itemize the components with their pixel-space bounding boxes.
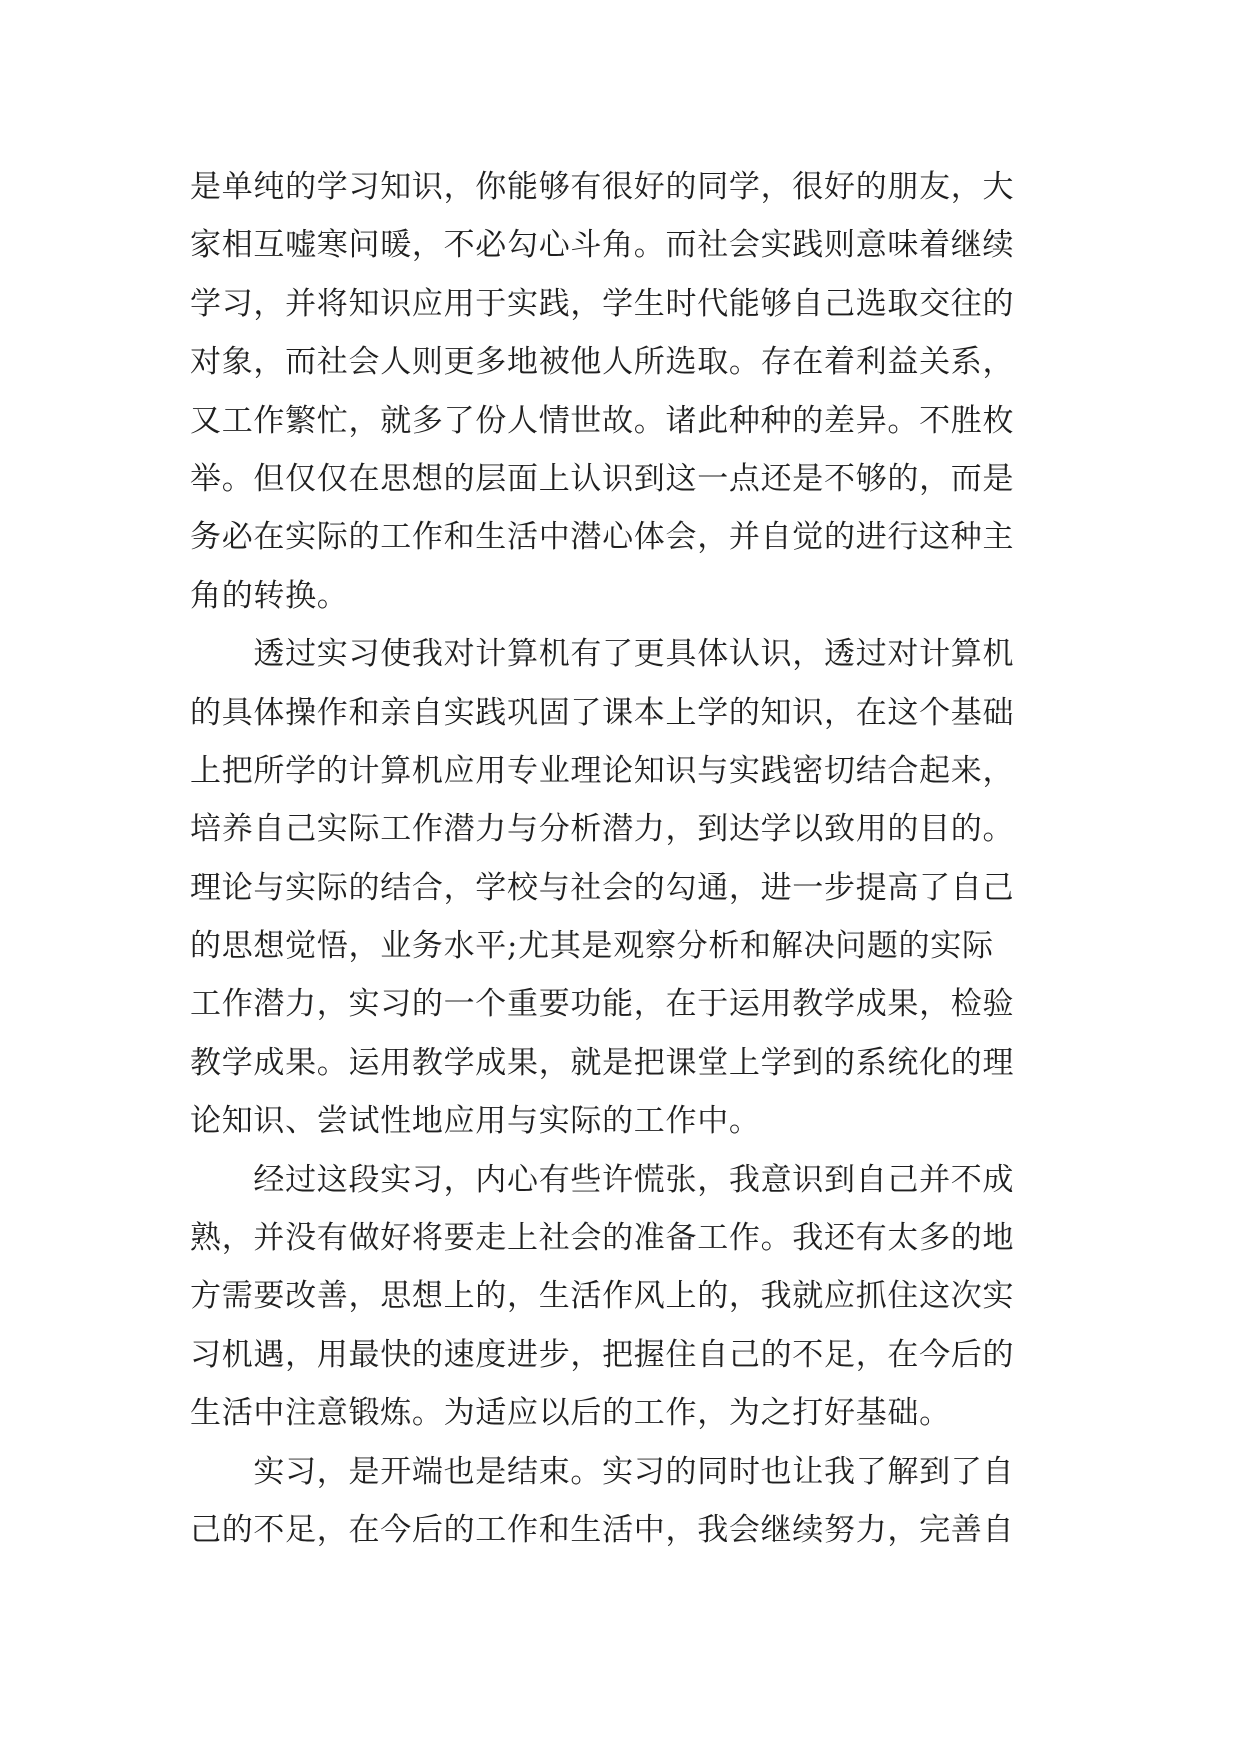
text-line: 学习，并将知识应用于实践，学生时代能够自己选取交往的: [190, 285, 1015, 322]
text-line: 家相互嘘寒问暖，不必勾心斗角。而社会实践则意味着继续: [190, 227, 1015, 264]
text-line: 教学成果。运用教学成果，就是把课堂上学到的系统化的理: [190, 1044, 1015, 1081]
text-line: 务必在实际的工作和生活中潜心体会，并自觉的进行这种主: [190, 519, 1015, 556]
text-line: 透过实习使我对计算机有了更具体认识，透过对计算机: [190, 636, 1015, 673]
text-line: 理论与实际的结合，学校与社会的勾通，进一步提高了自己: [190, 869, 1015, 906]
text-line: 的思想觉悟，业务水平;尤其是观察分析和解决问题的实际: [190, 928, 994, 965]
text-line: 论知识、尝试性地应用与实际的工作中。: [190, 1103, 761, 1140]
text-line: 工作潜力，实习的一个重要功能，在于运用教学成果，检验: [190, 986, 1015, 1023]
text-line: 是单纯的学习知识，你能够有很好的同学，很好的朋友，大: [190, 169, 1015, 205]
text-line: 熟，并没有做好将要走上社会的准备工作。我还有太多的地: [190, 1220, 1015, 1257]
text-line: 己的不足，在今后的工作和生活中，我会继续努力，完善自: [190, 1511, 1015, 1548]
text-line: 又工作繁忙，就多了份人情世故。诸此种种的差异。不胜枚: [190, 402, 1015, 439]
text-line: 的具体操作和亲自实践巩固了课本上学的知识，在这个基础: [190, 694, 1015, 731]
text-line: 方需要改善，思想上的，生活作风上的，我就应抓住这次实: [190, 1278, 1015, 1315]
text-line: 实习，是开端也是结束。实习的同时也让我了解到了自: [190, 1453, 1015, 1490]
text-line: 举。但仅仅在思想的层面上认识到这一点还是不够的，而是: [190, 460, 1015, 497]
text-line: 经过这段实习，内心有些许慌张，我意识到自己并不成: [190, 1161, 1015, 1198]
text-line: 生活中注意锻炼。为适应以后的工作，为之打好基础。: [190, 1395, 951, 1432]
text-line: 培养自己实际工作潜力与分析潜力，到达学以致用的目的。: [190, 811, 1015, 848]
text-line: 习机遇，用最快的速度进步，把握住自己的不足，在今后的: [190, 1336, 1015, 1373]
document-body: [190, 158, 1070, 1559]
text-line: 对象，而社会人则更多地被他人所选取。存在着利益关系，: [190, 344, 1015, 381]
text-line: 角的转换。: [190, 577, 349, 614]
text-line: 上把所学的计算机应用专业理论知识与实践密切结合起来，: [190, 752, 1015, 789]
